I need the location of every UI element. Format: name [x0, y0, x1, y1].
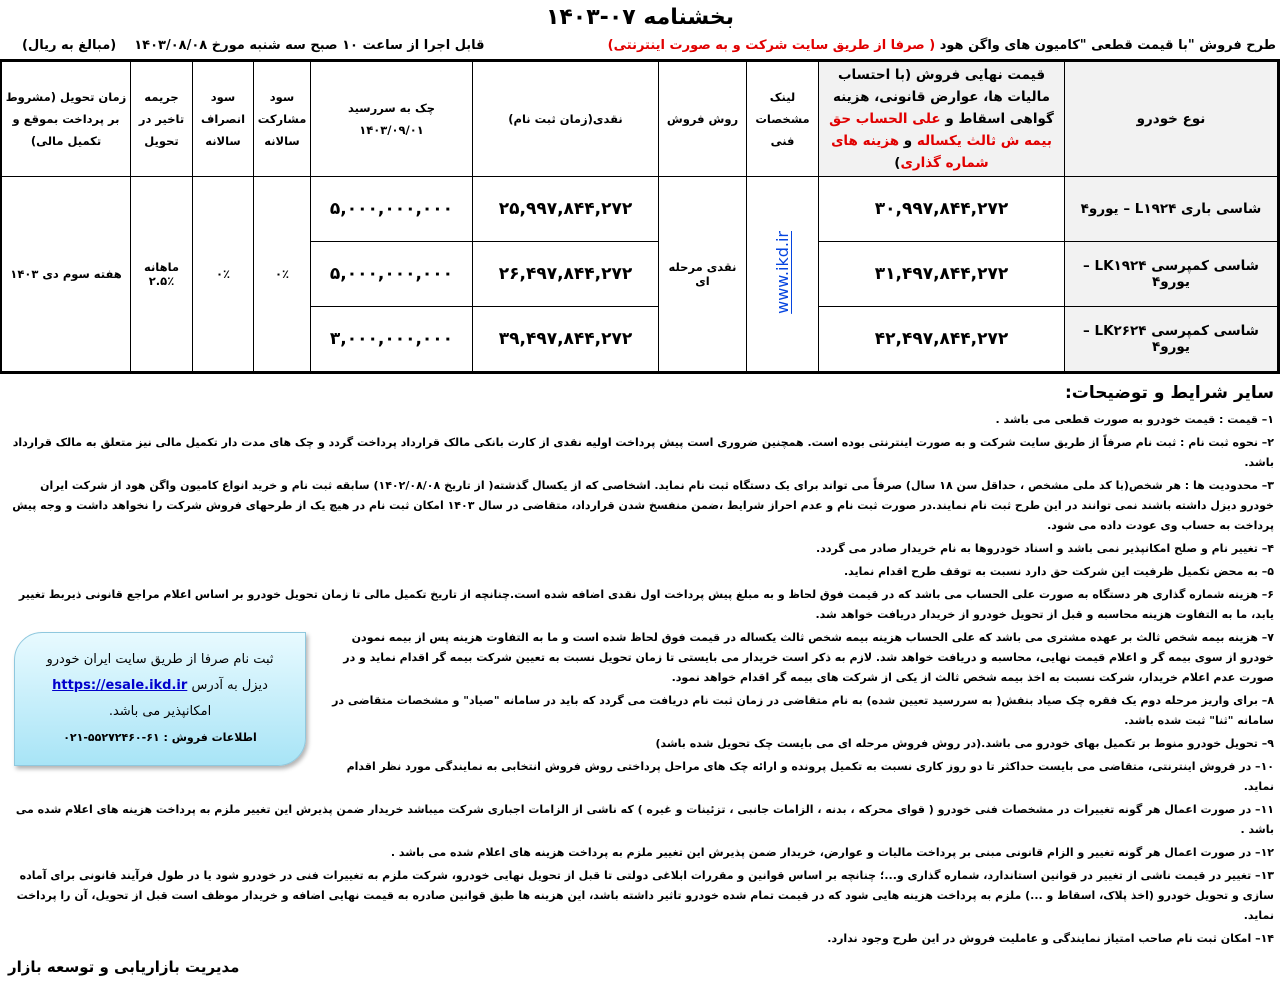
condition-item: ۶– هزینه شماره گذاری هر دستگاه به صورت علی الحساب می باشد که در قیمت فوق لحاظ و به مبلغ پیش پرداخت اول نقدی اضافه شده است.چنانچه از تاریخ تکمیل مالی تا زمان تحویل خودرو بر اساس اعلام مراجع قانونی ذیربط تغییر یابد، ما به التفاوت هزینه محاسبه و قبل از تحویل خودرو از خریدار دریافت خواهد شد. — [18, 588, 1274, 621]
cash-amount: ۳۹,۴۹۷,۸۴۴,۲۷۲ — [473, 307, 659, 373]
condition-item: ۵– به محض تکمیل ظرفیت این شرکت حق دارد نسبت به توقف طرح اقدام نماید. — [843, 565, 1274, 578]
esale-link[interactable]: https://esale.ikd.ir — [52, 678, 188, 693]
condition-item: ۱– قیمت : قیمت خودرو به صورت قطعی می باشد . — [995, 413, 1274, 426]
header-cash: نقدی(زمان ثبت نام) — [473, 61, 659, 177]
condition-item: ۲– نحوه ثبت نام : ثبت نام صرفاً از طریق سایت شرکت و به صورت اینترنتی بوده است. همچنین ضروری است پیش پرداخت اولیه نقدی از کارت بانکی مالک قرارداد پرداخت گردد و چک های مدت دار تکمیل مالی نیز متعلق به مالک قرارداد باشد. — [12, 436, 1274, 469]
partnership-profit: ۰٪ — [254, 177, 311, 373]
condition-item: ۳– محدودیت ها : هر شخص(با کد ملی مشخص ، حداقل سن ۱۸ سال) صرفاً می تواند برای یک دستگاه ثبت نام نماید. اشخاصی که از یکسال گذشته( از تاریخ ۱۴۰۲/۰۸/۰۸) سابقه ثبت نام و خرید انواع کامیون واگن هود از شرکت ایران خودرو دیزل داشته باشند نمی توانند در این طرح ثبت نام نمایند.در صورت ثبت نام و عدم احراز شرایط ،ضمن منفسخ شدن قرارداد، متقاضی در سال ۱۴۰۳ امکان ثبت نام در هیچ یک از طرحهای فروش شرکت را نخواهد داشت و وجه پیش پرداخت به حساب وی عودت داده می شود. — [12, 479, 1274, 532]
header-subline — [0, 34, 1280, 59]
price-table — [0, 59, 1280, 374]
plan-title-online-only: ( صرفا از طریق سایت شرکت و به صورت اینترنتی) — [607, 38, 936, 53]
tech-link-cell — [747, 177, 819, 373]
registration-info-box — [14, 632, 306, 766]
condition-item: ۱۰– در فروش اینترنتی، متقاضی می بایست حداکثر تا دو روز کاری نسبت به تکمیل پرونده و ارائه چک های مراحل پرداختی روش فروش انتخابی به نمایندگی مورد نظر اقدام نماید. — [346, 760, 1274, 793]
tech-spec-link[interactable]: www.ikd.ir — [773, 230, 792, 314]
currency-note: (مبالغ به ریال) — [22, 38, 117, 53]
condition-item: ۹– تحویل خودرو منوط بر تکمیل بهای خودرو می باشد.(در روش فروش مرحله ای می بایست چک تحویل شده باشد) — [655, 737, 1274, 750]
conditions-title: سایر شرایط و توضیحات: — [1064, 383, 1274, 403]
cancel-profit: ۰٪ — [193, 177, 254, 373]
header-check: چک به سررسید ۱۴۰۳/۰۹/۰۱ — [311, 61, 473, 177]
footer — [0, 952, 1280, 980]
plan-title-prefix: طرح فروش "با قیمت قطعی "کامیون های واگن هود — [935, 38, 1276, 53]
condition-item: ۸– برای واریز مرحله دوم یک فقره چک صیاد بنفش( به سررسید تعیین شده) به نام متقاضی در زمان ثبت نام دریافت می گردد که باید در سامانه "صیاد" و مشخصات متقاضی در سامانه "ثنا" ثبت شده باشد. — [332, 694, 1274, 727]
plan-title — [608, 38, 1276, 53]
check-amount: ۵,۰۰۰,۰۰۰,۰۰۰ — [311, 177, 473, 242]
condition-item: ۱۲– در صورت اعمال هر گونه تغییر و الزام قانونی مبنی بر پرداخت مالیات و عوارض، خریدار ضمن پذیرش این تغییر ملزم به پرداخت هزینه های اعلام شده می باشد . — [390, 846, 1274, 859]
cash-amount: ۲۵,۹۹۷,۸۴۴,۲۷۲ — [473, 177, 659, 242]
header-vehicle: نوع خودرو — [1065, 61, 1279, 177]
info-line-1: ثبت نام صرفا از طریق سایت ایران خودرو — [46, 652, 274, 667]
sales-phone: اطلاعات فروش : ۶۱-۵۵۲۷۲۴۶۰-۰۲۱ — [63, 731, 257, 744]
delivery-time: هفته سوم دی ۱۴۰۳ — [1, 177, 131, 373]
final-price: ۳۰,۹۹۷,۸۴۴,۲۷۲ — [819, 177, 1065, 242]
vehicle-name: شاسی کمپرسی LK۱۹۲۴ – یورو۴ — [1065, 242, 1279, 307]
cash-amount: ۲۶,۴۹۷,۸۴۴,۲۷۲ — [473, 242, 659, 307]
conditions-section — [0, 374, 1280, 949]
effective-date-line — [4, 38, 485, 53]
condition-item: ۷– هزینه بیمه شخص ثالث بر عهده مشتری می باشد که علی الحساب هزینه بیمه شخص ثالث یکساله در قیمت فوق لحاظ شده است و ما به التفاوت هزینه پس از بیمه نمودن خودرو از سوی بیمه گر و اعلام قیمت نهایی، محاسبه و دریافت خواهد شد. لازم به ذکر است خریدار می بایستی تا زمان تحویل نسبت به تعیین شرکت بیمه گر اقدام نماید و در صورت عدم اعلام خریدار، شرکت نسبت به اخذ بیمه شخص ثالث از یکی از شرکت های بیمه گر اقدام خواهد نمود. — [343, 631, 1274, 684]
condition-item: ۱۴– امکان ثبت نام صاحب امتیاز نمایندگی و عاملیت فروش در این طرح وجود ندارد. — [827, 932, 1274, 945]
table-header-row — [1, 61, 1279, 177]
vehicle-name: شاسی کمپرسی LK۲۶۲۴ – یورو۴ — [1065, 307, 1279, 373]
header-delay-penalty: جریمه تاخیر در تحویل — [131, 61, 193, 177]
check-amount: ۳,۰۰۰,۰۰۰,۰۰۰ — [311, 307, 473, 373]
final-price: ۴۲,۴۹۷,۸۴۴,۲۷۲ — [819, 307, 1065, 373]
sale-method: نقدی مرحله ای — [659, 177, 747, 373]
department-signature: مدیریت بازاریابی و توسعه بازار — [8, 958, 240, 976]
circular-title: بخشنامه ۰۷-۱۴۰۳ — [545, 5, 735, 30]
final-price: ۳۱,۴۹۷,۸۴۴,۲۷۲ — [819, 242, 1065, 307]
header-partnership-profit: سود مشارکت سالانه — [254, 61, 311, 177]
condition-item: ۱۱– در صورت اعمال هر گونه تغییرات در مشخصات فنی خودرو ( قوای محرکه ، بدنه ، الزامات جانبی ، تزئینات و غیره ) که ناشی از الزامات اجباری شرکت میباشد خریدار ضمن پذیرش این تغییر ملزم به پرداخت هزینه های اعلام شده می باشد . — [15, 803, 1274, 836]
header-delivery-time: زمان تحویل (مشروط بر پرداخت بموقع و تکمیل مالی) — [1, 61, 131, 177]
header-tech-link: لینک مشخصات فنی — [747, 61, 819, 177]
header-sale-method: روش فروش — [659, 61, 747, 177]
effective-date: قابل اجرا از ساعت ۱۰ صبح سه شنبه مورخ ۱۴۰۳/۰۸/۰۸ — [134, 38, 485, 53]
delay-penalty: ماهانه ٪۲.۵ — [131, 177, 193, 373]
info-line-2: دیزل به آدرس https://esale.ikd.ir — [52, 678, 268, 693]
vehicle-name: شاسی باری L۱۹۲۴ – یورو۴ — [1065, 177, 1279, 242]
table-row — [1, 177, 1279, 242]
condition-item: ۱۳– تغییر در قیمت ناشی از تغییر در قوانین استاندارد، شماره گذاری و...؛ چنانچه بر اساس قوانین و مقررات ابلاغی دولتی تا قبل از تحویل نهایی خودرو، شرکت ملزم به تغییرات فنی در خودرو شود یا در طول فرآیند قانونی برای آماده سازی و تحویل خودرو (اخذ پلاک، اسقاط و ...) ملزم به پرداخت هزینه هایی شود که در قیمت تمام شده خودرو تاثیر داشته باشد، این هزینه ها طبق قوانین صادره به قیمت نهایی اضافه و خریدار موظف است قبل از تحویل، آن را پرداخت نماید. — [16, 869, 1274, 922]
info-line-3: امکانپذیر می باشد. — [108, 704, 212, 719]
check-amount: ۵,۰۰۰,۰۰۰,۰۰۰ — [311, 242, 473, 307]
condition-item: ۴– تغییر نام و صلح امکانپذیر نمی باشد و اسناد خودروها به نام خریدار صادر می گردد. — [816, 542, 1274, 555]
header-cancel-profit: سود انصراف سالانه — [193, 61, 254, 177]
header-final-price: قیمت نهایی فروش (با احتساب مالیات ها، عوارض قانونی، هزینه گواهی اسقاط و علی الحساب حق بیمه ش ثالث یکساله و هزینه های شماره گذاری) — [819, 61, 1065, 177]
